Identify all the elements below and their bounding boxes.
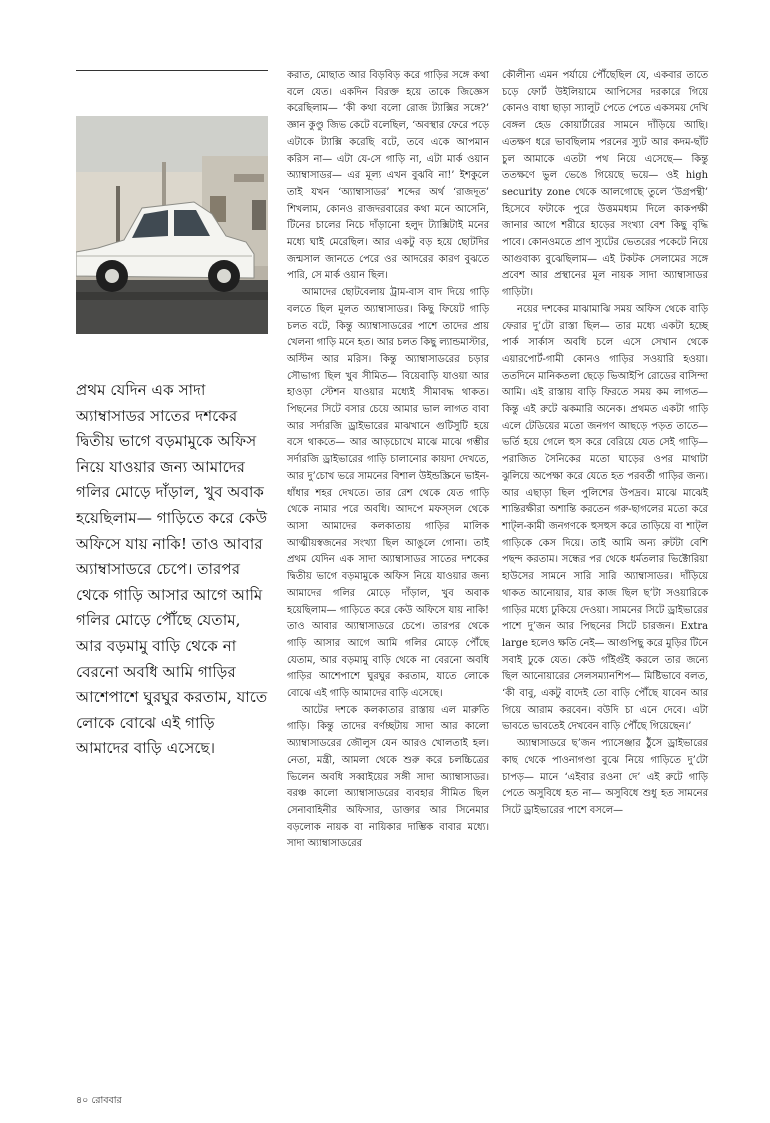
paragraph: আমাদের ছোটবেলায় ট্রাম-বাস বাদ দিয়ে গাড়ি বলতে ছিল মূলত অ্যাম্বাসাডর। কিছু ফিয়েট গাড়ি চলত বটে, কিন্তু অ্যাম্বাসাডরের পাশে তাদের প্রায় খেলনা গাড়ি মনে হত। আর চলত কিছু ল্যান্ডমাস্টার, অস্টিন আর মরিস। কিন্তু অ্যাম্বাসাডরের চড়ার সৌভাগ্য ছিল খুব সীমিত— বিয়েবাড়ি যাওয়া আর হাওড়া স্টেশন যাওয়ার মধ্যেই সীমাবদ্ধ থাকত। পিছনের সিটে বসার চেয়ে আমার ভাল লাগত বাবা আর সর্দারজি ড্রাইভারের মাঝখানে গুটিসুটি হয়ে বসে থাকতে— আর আড়চোখে মাঝে মাঝে গম্ভীর সর্দারজি ড্রাইভারের গাড়ি চালানোর কায়দা দেখতে, আর দু’চোখ ভরে সামনের বিশাল উইন্ডস্ক্রিনে ভাইন-ধাঁধার শহর দেখতে। তার রেশ থেকে যেত গাড়ি থেকে নামার পরে অবধি। আদপে মফস্সল থেকে আসা আমাদের কলকাতায় গাড়ির মালিক আত্মীয়স্বজনের সংখ্যা ছিল আঙুলে গোনা। তাই প্রথম যেদিন এক সাদা অ্যাম্বাসাডর সাতের দশকের দ্বিতীয় ভাগে বড়মামুকে অফিস নিয়ে যাওয়ার জন্য আমাদের গলির মোড়ে দাঁড়াল, খুব অবাক হয়েছিলাম— গাড়িতে করে কেউ অফিসে যায় নাকি! তাও আবার অ্যাম্বাসাডরে চেপে। তারপর থেকে গাড়ি আসার আগে আমি গলির মোড়ে পৌঁছে যেতাম, আর বড়মামু বাড়ি থেকে না বেরনো অবধি গাড়ির আশেপাশে ঘুরঘুর করতাম, যাতে লোকে বোঝে এই গাড়ি আমাদের বাড়ি এসেছে। [287, 287, 489, 700]
pull-quote: প্রথম যেদিন এক সাদা অ্যাম্বাসাডর সাতের দশকের দ্বিতীয় ভাগে বড়মামুকে অফিস নিয়ে যাওয়ার জন্য আমাদের গলির মোড়ে দাঁড়াল, খুব অবাক হয়েছিলাম— গাড়িতে করে কেউ অফিসে যায় নাকি! তাও আবার অ্যাম্বাসাডরে চেপে। তারপর থেকে গাড়ি আসার আগে আমি গলির মোড়ে পৌঁছে যেতাম, আর বড়মামু বাড়ি থেকে না বেরনো অবধি আমি গাড়ির আশেপাশে ঘুরঘুর করতাম, যাতে লোকে বোঝে এই গাড়ি আমাদের বাড়ি এসেছে। [76, 381, 268, 758]
white-ambassador-car-icon [76, 116, 268, 334]
paragraph: আটের দশকে কলকাতার রাস্তায় এল মারুতি গাড়ি। কিন্তু তাদের বর্ণচ্ছটায় সাদা আর কালো অ্যাম্বাসাডরের জৌলুস যেন আরও খোলতাই হল। নেতা, মন্ত্রী, আমলা থেকে শুরু করে চলচ্চিত্রের ভিলেন অবধি সব্বাইয়ের সঙ্গী সাদা অ্যাম্বাসাডর। বরঞ্চ কালো অ্যাম্বাসাডরের ব্যবহার সীমিত ছিল সেনাবাহিনীর অফিসার, ডাক্তার আর সিনেমার বড়লোক নায়ক বা নায়িকার দাম্ভিক বাবার মধ্যে। সাদা অ্যাম্বাসাডরের [287, 704, 489, 850]
body-column-2 [502, 68, 708, 820]
paragraph: অ্যাম্বাসাডরে ছ’জন প্যাসেঞ্জার ঠুঁসে ড্রাইভারের কাছ থেকে পাওনাগণ্ডা বুঝে নিয়ে গাড়িতে দু’টো চাপড়— মানে ‘এইবার রওনা দে’ এই রুটে গাড়ি পেতে অসুবিধে হত না— অসুবিধে শুধু হত সামনের সিটে ড্রাইভারের পাশে বসলে— [502, 738, 708, 816]
paragraph: করাত, মোছাত আর বিড়বিড় করে গাড়ির সঙ্গে কথা বলে যেত। একদিন বিরক্ত হয়ে তাকে জিজ্ঞেস করেছিলাম— ‘কী কথা বলো রোজ ট্যাক্সির সঙ্গে?’ জ্ঞান কুণ্ডু জিভ কেটে বলেছিল, ‘অবস্থার ফেরে পড়ে এটাকে ট্যাক্সি করেছি বটে, তবে একে আপমান করিস না— এটা যে-সে গাড়ি না, এটা মার্ক ওয়ান অ্যাম্বাসাডর— এর মূল্য এখন বুঝবি না!’ ইশকুলে তাই যখন ‘অ্যাম্বাসাডর’ শব্দের অর্থ ‘রাজদূত’ শিখলাম, কোনও রাজদরবারের কথা মনে আসেনি, টিনের চালের নিচে দাঁড়ানো হলুদ ট্যাক্সিটাই মনের মধ্যে ঘাই মেরেছিল। আর একটু বড় হয়ে ছোটদির জন্মসাল জানতে পেরে ওর আদরের কারণ বুঝতে পারি, সে মার্ক ওয়ান ছিল। [287, 70, 489, 282]
body-column-1 [287, 68, 489, 853]
page-footer: ৪০ রোববার [76, 1095, 122, 1106]
ambassador-car-photo [76, 116, 268, 334]
paragraph: নয়ের দশকের মাঝামাঝি সময় অফিস থেকে বাড়ি ফেরার দু’টো রাস্তা ছিল— তার মধ্যে একটা হচ্ছে পার্ক সার্কাস অবধি চলে এসে সেখান থেকে এয়ারপোর্ট-গামী কোনও গাড়ির সওয়ারি হওয়া। ততদিনে মানিকতলা ছেড়ে ভিআইপি রোডের বাসিন্দা আমি। এই রাস্তায় বাড়ি ফিরতে সময় কম লাগত— কিন্তু এই রুটে ঝকমারি অনেক। প্রথমত একটা গাড়ি এলে টেডিয়ের মতো জনগণ আছড়ে পড়ত তাতে— ভর্তি হয়ে গেলে হুস করে বেরিয়ে যেত সেই গাড়ি— পরাজিত সৈনিকের মতো ঘাড়ের ওপর মাথাটা ঝুলিয়ে অপেক্ষা করে যেতে হত পরবর্তী গাড়ির জন্য। আর এছাড়া ছিল পুলিশের উপদ্রব। মাঝে মাঝেই শান্তিরক্ষীরা অশান্তি করতেন গরু-ছাগলের মতো করে শাট্‌ল-কামী জনগণকে হুসহুস করে তাড়িয়ে বা শাট্‌ল গাড়িকে কেস দিয়ে। তাই আমি অন্য রুটটা বেশি পছন্দ করতাম। সন্ধের পর থেকে ধর্মতলার ভিক্টোরিয়া হাউসের সামনে সারি সারি অ্যাম্বাসাডর। দাঁড়িয়ে থাকত আনোয়ার, যার কাজ ছিল ছ’টা সওয়ারিকে গাড়ির মধ্যে ঢুকিয়ে দেওয়া। সামনের সিটে ড্রাইভারের পাশে দু’জন আর পিছনের সিটে চারজন। Extra large হলেও ক্ষতি নেই— আগুপিছু করে মুড়ির টিনে সবাই ঢুকে যেত। কেউ গাঁইগুঁই করলে তার জন্যে ছিল আনোয়ারের সেলসম্যানশিপ— মিষ্টিভাবে বলত, ‘কী বাবু, একটু বাদেই তো বাড়ি পৌঁছে যাবেন আর গিয়ে আরাম করবেন। বউদি চা এনে দেবে। এটা ভাবতে ভাবতেই দেখবেন বাড়ি পৌঁছে গিয়েছেন।’ [502, 303, 708, 733]
paragraph: কৌলীন্য এমন পর্যায়ে পৌঁছেছিল যে, একবার তাতে চড়ে ফোর্ট উইলিয়ামে আপিসের দরকারে গিয়ে কোনও বাধা ছাড়া স্যালুট পেতে পেতে একসময় দেখি বেঙ্গল হেড কোয়ার্টারের সামনে দাঁড়িয়ে আছি। এতক্ষণ ধরে ভাবছিলাম পরনের স্যুট আর কদম-ছাঁট চুল আমাকে এতটা পথ নিয়ে এসেছে— কিন্তু ততক্ষণে ভুল ভেঙে গিয়েছে ভয়ে— ওই high security zone থেকে আলগোছে তুলে ‘উগ্রপন্থী’ হিসেবে ফটাকে পুরে উত্তমমধ্যম দিলে কাকপক্ষী জানার আগে শরীরে হাড়ের সংখ্যা বেশ কিছু বৃদ্ধি পাবে। কোনওমতে প্রাণ স্যুটের ভেতরের পকেটে নিয়ে আগুবাক্য বুঝেছিলাম— এই টকটক সেলামের সঙ্গে প্রবেশ আর প্রস্থানের মূল নায়ক সাদা অ্যাম্বাসাডর গাড়িটা। [502, 70, 708, 299]
top-rule [76, 70, 268, 71]
